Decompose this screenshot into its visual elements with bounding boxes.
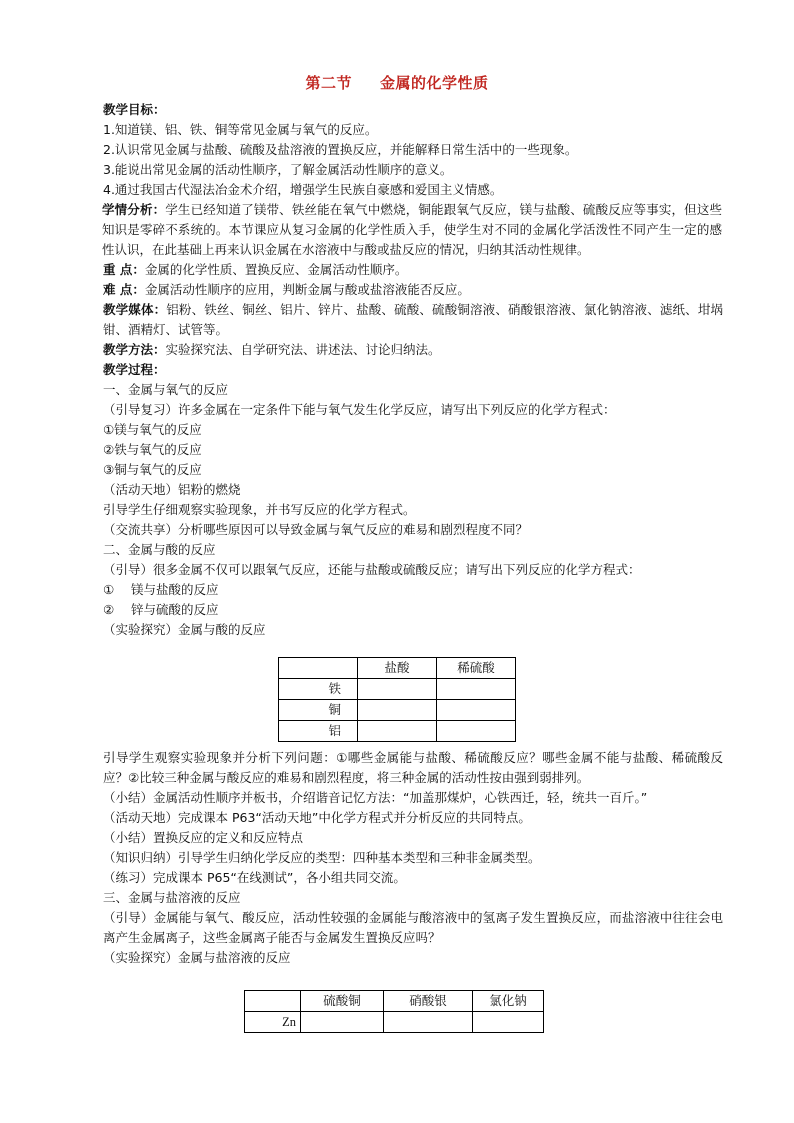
difficult-point <box>103 280 721 300</box>
methods-label: 教学方法： <box>103 342 166 357</box>
section-2-explore: （实验探究）金属与酸的反应 <box>103 622 266 637</box>
difficult-point-text: 金属活动性顺序的应用，判断金属与酸或盐溶液能否反应。 <box>144 282 470 297</box>
table-row <box>279 721 516 742</box>
table-cell <box>437 679 516 700</box>
section-2-knowledge: （知识归纳）引导学生归纳化学反应的类型：四种基本类型和三种非金属类型。 <box>103 850 541 865</box>
section-number: 第二节 <box>305 74 352 92</box>
document-body <box>103 100 721 1033</box>
section-name: 金属的化学性质 <box>380 74 489 92</box>
table-cell <box>384 1012 473 1033</box>
reaction-item <box>103 600 721 620</box>
reaction-item: ①镁与氧气的反应 <box>103 422 202 437</box>
reaction-number: ② <box>103 602 115 617</box>
section-2-activity: （活动天地）完成课本 P63“活动天地”中化学方程式并分析反应的共同特点。 <box>103 810 531 825</box>
reaction-item: ②铁与氧气的反应 <box>103 442 202 457</box>
salt-table <box>244 990 544 1033</box>
goal-item: 1.知道镁、铝、铁、铜等常见金属与氧气的反应。 <box>103 122 378 137</box>
section-2-title: 二、金属与酸的反应 <box>103 542 216 557</box>
table-row <box>245 1012 544 1033</box>
methods-text: 实验探究法、自学研究法、讲述法、讨论归纳法。 <box>165 342 441 357</box>
difficult-point-label: 难 点： <box>103 282 145 297</box>
reaction-text: 锌与硫酸的反应 <box>131 602 219 617</box>
table-cell <box>279 658 358 679</box>
table-cell <box>437 721 516 742</box>
section-1-share: （交流共享）分析哪些原因可以导致金属与氧气反应的难易和剧烈程度不同？ <box>103 522 529 537</box>
key-point-label: 重 点： <box>103 262 145 277</box>
section-2-intro: （引导）很多金属不仅可以跟氧气反应，还能与盐酸或硫酸反应；请写出下列反应的化学方程式： <box>103 562 641 577</box>
table-row-label: 铁 <box>279 679 358 700</box>
table-header-row <box>279 658 516 679</box>
table-header: 盐酸 <box>358 658 437 679</box>
section-3-explore: （实验探究）金属与盐溶液的反应 <box>103 950 291 965</box>
table-row-label: 铜 <box>279 700 358 721</box>
media-text: 铝粉、铁丝、铜丝、铝片、锌片、盐酸、硫酸、硫酸铜溶液、硝酸银溶液、氯化钠溶液、滤纸、坩埚钳、酒精灯、试管等。 <box>103 302 723 337</box>
section-3-title: 三、金属与盐溶液的反应 <box>103 890 241 905</box>
key-point-text: 金属的化学性质、置换反应、金属活动性顺序。 <box>144 262 408 277</box>
reaction-text: 镁与盐酸的反应 <box>131 582 219 597</box>
table-header-row <box>245 991 544 1012</box>
section-2-summary-2: （小结）置换反应的定义和反应特点 <box>103 830 304 845</box>
table-row <box>279 679 516 700</box>
goal-item: 4.通过我国古代湿法冶金术介绍，增强学生民族自豪感和爱国主义情感。 <box>103 182 503 197</box>
section-2-guide: 引导学生观察实验现象并分析下列问题：①哪些金属能与盐酸、稀硫酸反应？哪些金属不能与盐酸、稀硫酸反应？②比较三种金属与酸反应的难易和剧烈程度，将三种金属的活动性按由强到弱排列。 <box>103 750 723 785</box>
analysis-text: 学生已经知道了镁带、铁丝能在氧气中燃烧，铜能跟氧气反应，镁与盐酸、硫酸反应等事实，但这些知识是零碎不系统的。本节课应从复习金属的化学性质入手，使学生对不同的金属化学活泼性不同产生一定的感性认识，在此基础上再来认识金属在水溶液中与酸或盐反应的情况，归纳其活动性规律。 <box>102 202 722 257</box>
section-2-summary-1: （小结）金属活动性顺序并板书，介绍谐音记忆方法：“加盖那煤炉，心铁西迁，轻，统共一百斤。” <box>103 790 648 805</box>
section-1-activity: （活动天地）铝粉的燃烧 <box>103 482 241 497</box>
analysis-label: 学情分析： <box>102 202 166 217</box>
table-cell <box>358 700 437 721</box>
section-1-guide: 引导学生仔细观察实验现象，并书写反应的化学方程式。 <box>103 502 416 517</box>
section-3-intro: （引导）金属能与氧气、酸反应，活动性较强的金属能与酸溶液中的氢离子发生置换反应，而盐溶液中往往会电离产生金属离子，这些金属离子能否与金属发生置换反应吗？ <box>103 910 723 945</box>
reaction-number: ① <box>103 582 115 597</box>
media-label: 教学媒体： <box>103 302 167 317</box>
table-row-label: 铝 <box>279 721 358 742</box>
table-cell <box>301 1012 384 1033</box>
table-cell <box>358 679 437 700</box>
goals-heading: 教学目标： <box>103 102 166 117</box>
methods <box>103 340 721 360</box>
reaction-item: ③铜与氧气的反应 <box>103 462 202 477</box>
table-header: 硫酸铜 <box>301 991 384 1012</box>
table-cell <box>358 721 437 742</box>
table-row <box>279 700 516 721</box>
process-heading: 教学过程： <box>103 362 166 377</box>
table-cell <box>245 991 301 1012</box>
page-title <box>0 72 794 93</box>
goal-item: 3.能说出常见金属的活动性顺序，了解金属活动性顺序的意义。 <box>103 162 453 177</box>
key-point <box>103 260 721 280</box>
analysis-paragraph <box>102 200 722 260</box>
table-cell <box>437 700 516 721</box>
table-cell <box>473 1012 544 1033</box>
table-row-label: Zn <box>245 1012 301 1033</box>
table-header: 硝酸银 <box>384 991 473 1012</box>
section-2-practice: （练习）完成课本 P65“在线测试”，各小组共同交流。 <box>103 870 406 885</box>
acid-table <box>278 657 516 742</box>
table-header: 氯化钠 <box>473 991 544 1012</box>
table-header: 稀硫酸 <box>437 658 516 679</box>
section-1-review: （引导复习）许多金属在一定条件下能与氧气发生化学反应，请写出下列反应的化学方程式： <box>103 402 616 417</box>
reaction-item <box>103 580 721 600</box>
goal-item: 2.认识常见金属与盐酸、硫酸及盐溶液的置换反应，并能解释日常生活中的一些现象。 <box>103 142 578 157</box>
section-1-title: 一、金属与氧气的反应 <box>103 382 229 397</box>
media-paragraph <box>103 300 723 340</box>
